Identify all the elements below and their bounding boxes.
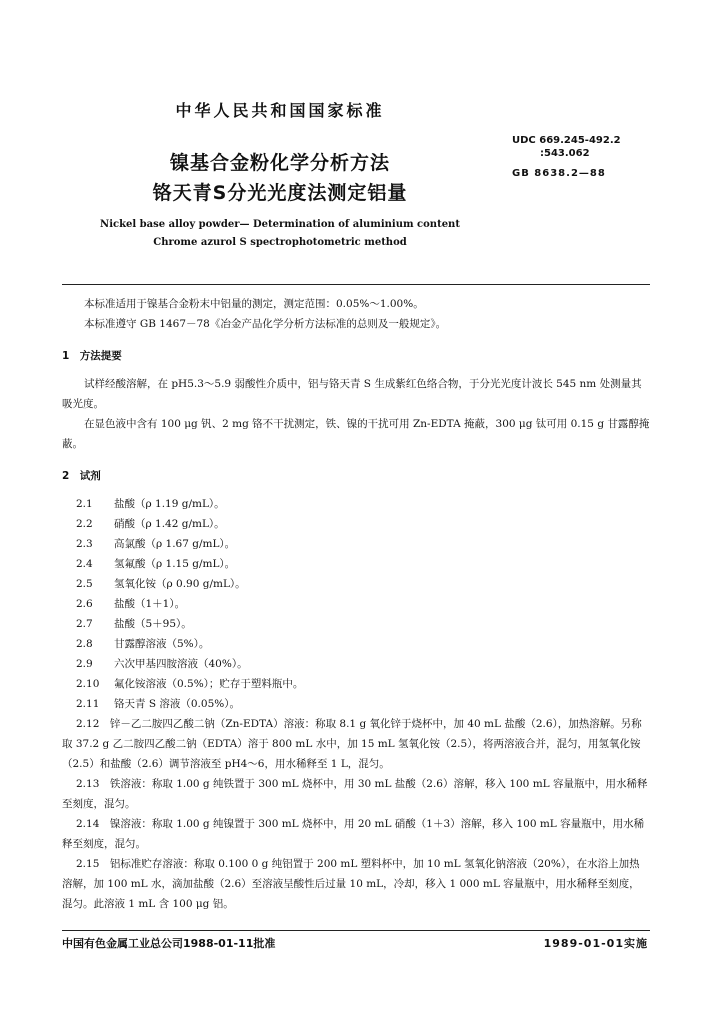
section-1-principle: 试样经酸溶解，在 pH5.3～5.9 弱酸性介质中，铝与铬天青 S 生成紫红色络合物，于分光光度计波长 545 nm 处测量其吸光度。 [62, 378, 642, 410]
list-item: 2.2 硝酸（ρ 1.42 g/mL）。 [76, 518, 225, 530]
gb-number: GB 8638.2—88 [512, 168, 606, 179]
list-item: 2.7 盐酸（5＋95）。 [76, 618, 192, 630]
standard-org-title: 中华人民共和国国家标准 [175, 101, 385, 120]
list-item: 2.8 甘露醇溶液（5%）。 [76, 638, 210, 650]
reagent-list [62, 494, 650, 714]
udc-line-1: UDC 669.245-492.2 [512, 135, 621, 146]
doc-title-en-line-1: Nickel base alloy powder— Determination of aluminium content [100, 219, 460, 230]
reagent-2-14: 2.14 镍溶液：称取 1.00 g 纯镍置于 300 mL 烧杯中，用 20 mL 硝酸（1＋3）溶解，移入 100 mL 容量瓶中，用水稀释至刻度，混匀。 [62, 818, 645, 850]
list-item: 2.6 盐酸（1＋1）。 [76, 598, 186, 610]
implementation-date: 1989-01-01实施 [543, 937, 648, 950]
bottom-divider [62, 930, 650, 931]
doc-title-line-2: 铬天青S分光光度法测定铝量 [152, 182, 408, 204]
udc-line-2: :543.062 [540, 148, 590, 159]
approval-note: 中国有色金属工业总公司1988-01-11批准 [62, 937, 276, 950]
document-body [62, 294, 650, 914]
reagent-2-12: 2.12 锌－乙二胺四乙酸二钠（Zn-EDTA）溶液：称取 8.1 g 氧化锌于烧杯中，加 40 mL 盐酸（2.6），加热溶解。另称取 37.2 g 乙二胺四乙酸二钠（EDTA）溶于 800 mL 水中，加 15 mL 氢氧化铵（2.5），将两溶液合并，混匀，用氢氧化铵（2.5）和盐酸（2.6）调节溶液至 pH4～6，用水稀释至 1 L，混匀。 [62, 718, 642, 770]
list-item: 2.11 铬天青 S 溶液（0.05%）。 [76, 698, 240, 710]
list-item: 2.3 高氯酸（ρ 1.67 g/mL）。 [76, 538, 236, 550]
section-1-heading: 1 方法提要 [62, 350, 122, 362]
list-item: 2.4 氢氟酸（ρ 1.15 g/mL）。 [76, 558, 236, 570]
intro-compliance: 本标准遵守 GB 1467－78《冶金产品化学分析方法标准的总则及一般规定》。 [84, 318, 447, 330]
list-item: 2.5 氢氧化铵（ρ 0.90 g/mL）。 [76, 578, 246, 590]
reagent-2-15: 2.15 铝标准贮存溶液：称取 0.100 0 g 纯铝置于 200 mL 塑料杯中，加 10 mL 氢氧化钠溶液（20%），在水浴上加热溶解，加 100 mL 水，滴加盐酸（2.6）至溶液呈酸性后过量 10 mL，冷却，移入 1 000 mL 容量瓶中，用水稀释至刻度，混匀。此溶液 1 mL 含 100 μg 铝。 [62, 858, 640, 910]
list-item: 2.9 六次甲基四胺溶液（40%）。 [76, 658, 248, 670]
top-divider [62, 284, 650, 285]
section-1-interference: 在显色液中含有 100 μg 钒、2 mg 铬不干扰测定，铁、镍的干扰可用 Zn-EDTA 掩蔽，300 μg 钛可用 0.15 g 甘露醇掩蔽。 [62, 418, 650, 450]
section-2-heading: 2 试剂 [62, 470, 101, 482]
intro-scope: 本标准适用于镍基合金粉末中铝量的测定，测定范围：0.05%～1.00%。 [84, 298, 424, 310]
list-item: 2.10 氟化铵溶液（0.5%）；贮存于塑料瓶中。 [76, 678, 304, 690]
reagent-2-13: 2.13 铁溶液：称取 1.00 g 纯铁置于 300 mL 烧杯中，用 30 mL 盐酸（2.6）溶解，移入 100 mL 容量瓶中，用水稀释至刻度，混匀。 [62, 778, 648, 810]
doc-title-line-1: 镍基合金粉化学分析方法 [169, 152, 390, 174]
doc-title-en-line-2: Chrome azurol S spectrophotometric method [153, 237, 407, 248]
list-item: 2.1 盐酸（ρ 1.19 g/mL）。 [76, 498, 225, 510]
